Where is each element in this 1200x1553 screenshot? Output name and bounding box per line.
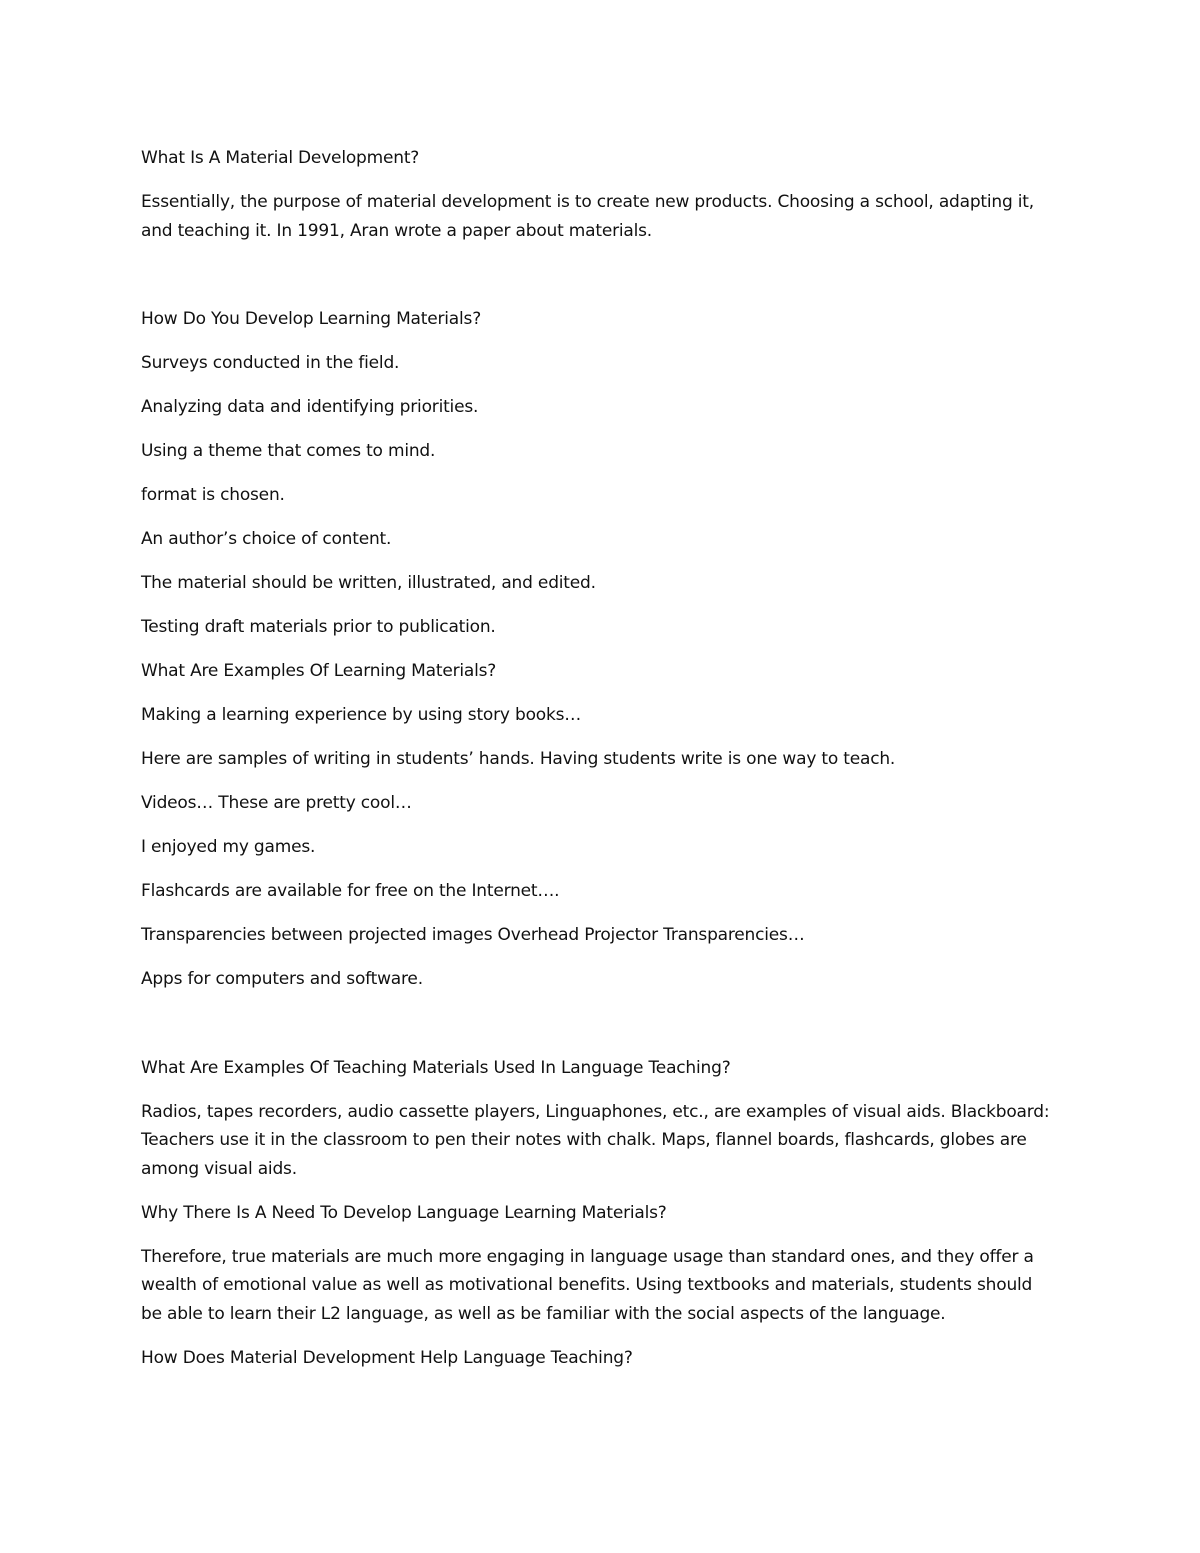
list-item-videos: Videos… These are pretty cool… xyxy=(141,793,412,813)
list-item-writing-samples: Here are samples of writing in students’ hands. Having students write is one way to teach. xyxy=(141,749,896,769)
heading-what-is-material-development: What Is A Material Development? xyxy=(141,148,420,168)
list-item-transparencies: Transparencies between projected images Overhead Projector Transparencies… xyxy=(141,925,805,945)
heading-why-develop-materials: Why There Is A Need To Develop Language Learning Materials? xyxy=(141,1202,667,1223)
list-item-format: format is chosen. xyxy=(141,485,285,505)
paragraph-material-development-purpose: Essentially, the purpose of material development is to create new products. Choosing a school, adapting it, and teaching it. In 1991, Aran wrote a paper about materials. xyxy=(141,192,1034,241)
list-item-apps: Apps for computers and software. xyxy=(141,969,423,989)
heading-examples-learning-materials: What Are Examples Of Learning Materials? xyxy=(141,661,497,681)
list-item-games: I enjoyed my games. xyxy=(141,837,316,857)
paragraph-true-materials: Therefore, true materials are much more engaging in language usage than standard ones, and they offer a wealth of emotional value as well as motivational benefits. Using textbooks and materials, students should be able to learn their L2 language, as well as be familiar with the social aspects of the language. xyxy=(141,1246,1034,1324)
list-item-flashcards: Flashcards are available for free on the Internet…. xyxy=(141,881,560,901)
heading-how-develop-learning-materials: How Do You Develop Learning Materials? xyxy=(141,309,482,329)
list-item-analyzing-data: Analyzing data and identifying priorities. xyxy=(141,397,479,417)
heading-examples-teaching-materials: What Are Examples Of Teaching Materials Used In Language Teaching? xyxy=(141,1057,731,1078)
list-item-story-books: Making a learning experience by using story books… xyxy=(141,705,582,725)
document-body xyxy=(141,144,1056,1388)
list-item-theme: Using a theme that comes to mind. xyxy=(141,441,436,461)
list-item-content-choice: An author’s choice of content. xyxy=(141,529,392,549)
list-item-surveys: Surveys conducted in the field. xyxy=(141,353,400,373)
list-item-written-illustrated: The material should be written, illustrated, and edited. xyxy=(141,573,596,593)
list-item-testing-drafts: Testing draft materials prior to publication. xyxy=(141,617,496,637)
heading-how-material-development-helps: How Does Material Development Help Language Teaching? xyxy=(141,1347,633,1368)
paragraph-visual-aids: Radios, tapes recorders, audio cassette players, Linguaphones, etc., are examples of visual aids. Blackboard: Teachers use it in the classroom to pen their notes with chalk. Maps, flannel boards, flashcards, globes are among visual aids. xyxy=(141,1101,1050,1179)
